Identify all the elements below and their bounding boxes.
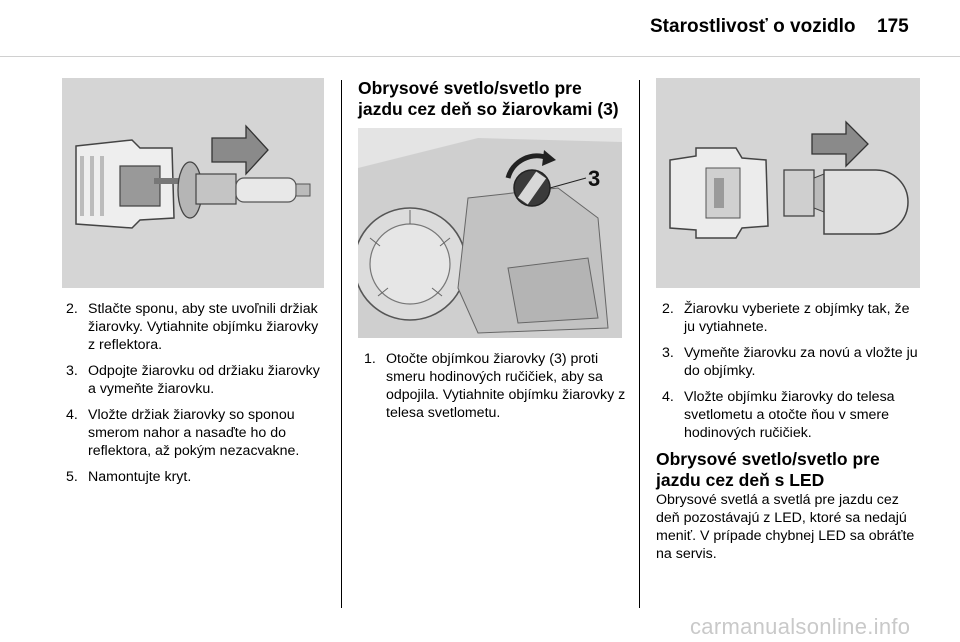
led-paragraph: Obrysové svetlá a svetlá pre jazdu cez deň pozostávajú z LED, ktoré sa nedajú meniť. V prípade chybnej LED sa obráťte na servis. <box>656 492 915 562</box>
step-number: 3. <box>662 345 674 361</box>
list-item <box>66 406 328 460</box>
col1-steps <box>66 300 328 494</box>
page-header-title: Starostlivosť o vozidlo <box>650 16 856 37</box>
list-item <box>662 344 924 380</box>
step-number: 5. <box>66 469 78 485</box>
step-number: 3. <box>66 363 78 379</box>
step-number: 1. <box>364 351 376 367</box>
page-number: 175 <box>877 16 909 37</box>
step-text: Vložte držiak žiarovky so sponou smerom nahor a nasaďte ho do reflektora, až pokým nezacvakne. <box>88 407 300 459</box>
column-divider-2 <box>639 80 640 608</box>
list-item <box>662 388 924 442</box>
list-item <box>662 300 924 336</box>
list-item <box>364 350 626 422</box>
figure-bulb-removal <box>656 78 920 288</box>
step-number: 4. <box>66 407 78 423</box>
watermark: carmanualsonline.info <box>690 614 911 639</box>
figure-callout-label: 3 <box>588 166 601 191</box>
step-number: 4. <box>662 389 674 405</box>
section-heading-bulbs: Obrysové svetlo/svetlo pre jazdu cez deň so žiarovkami (3) <box>358 78 619 119</box>
list-item <box>66 362 328 398</box>
step-text: Vymeňte žiarovku za novú a vložte ju do objímky. <box>684 345 918 379</box>
col3-steps <box>662 300 924 450</box>
step-text: Stlačte sponu, aby ste uvoľnili držiak žiarovky. Vytiahnite objímku žiarovky z reflektora. <box>88 301 319 353</box>
step-text: Vložte objímku žiarovky do telesa svetlometu a otočte ňou v smere hodinových ručičiek. <box>684 389 895 441</box>
column-divider-1 <box>341 80 342 608</box>
col2-steps <box>364 350 626 430</box>
list-item <box>66 468 328 486</box>
section-heading-led: Obrysové svetlo/svetlo pre jazdu cez deň s LED <box>656 449 880 490</box>
step-text: Namontujte kryt. <box>88 469 192 485</box>
figure-headlamp-socket <box>358 128 622 338</box>
header-rule <box>0 56 960 57</box>
figure-bulb-holder <box>62 78 324 288</box>
list-item <box>66 300 328 354</box>
step-number: 2. <box>66 301 78 317</box>
step-text: Odpojte žiarovku od držiaku žiarovky a vymeňte žiarovku. <box>88 363 320 397</box>
step-number: 2. <box>662 301 674 317</box>
step-text: Žiarovku vyberiete z objímky tak, že ju vytiahnete. <box>684 301 910 335</box>
step-text: Otočte objímkou žiarovky (3) proti smeru hodinových ručičiek, aby sa odpojila. Vytiahnite objímku žiarovky z telesa svetlometu. <box>386 351 626 421</box>
